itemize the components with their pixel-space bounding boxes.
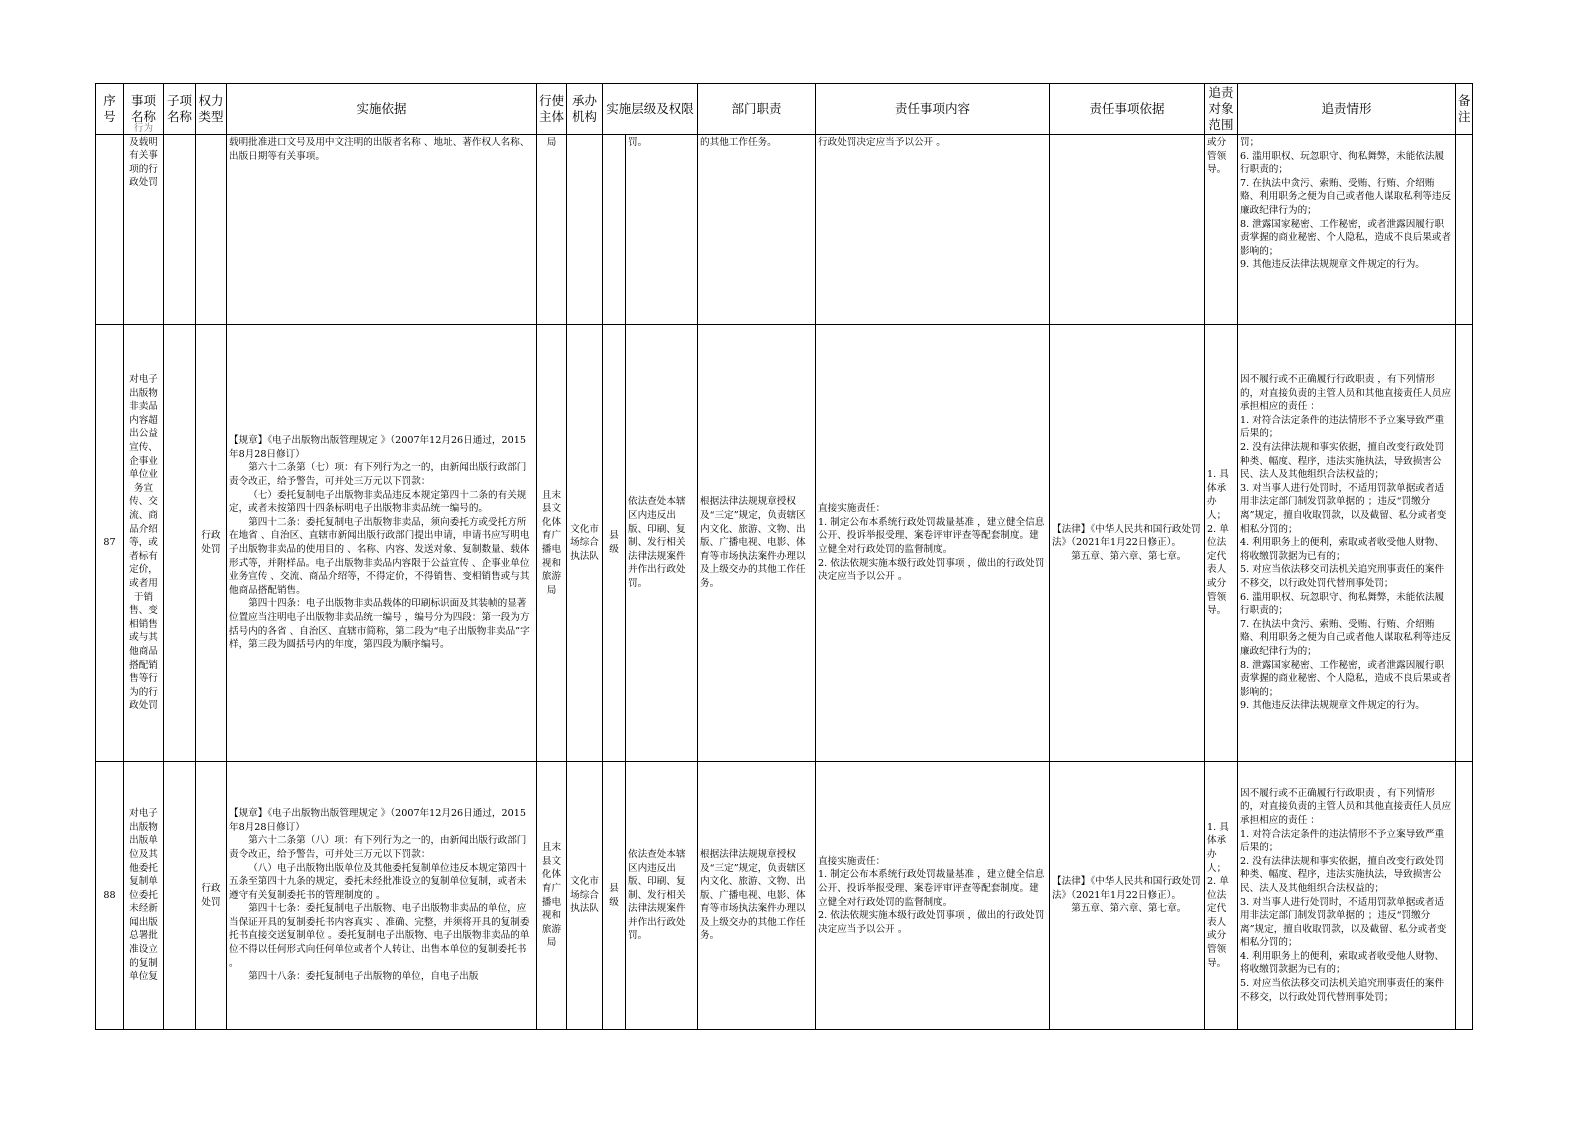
cell-tier — [603, 135, 626, 325]
col-header-type: 权力类型 — [196, 84, 227, 135]
cell-no — [96, 135, 124, 325]
cell-accountability: 罚； 6. 滥用职权、玩忽职守、徇私舞弊，未能依法履行职责的； 7. 在执法中贪污、索贿、受贿、行贿、介绍贿赂、利用职务之便为自己或者他人谋取私利等违反廉政纪律行为的； 8. 泄露国家秘密、工作秘密，或者泄露因履行职责掌握的商业秘密、个人隐私，造成不良后果或者影响的； 9. 其他违反法律法规规章文件规定的行为。 — [1238, 135, 1456, 325]
col-header-duty: 部门职责 — [698, 84, 816, 135]
cell-basis: 【规章】《电子出版物出版管理规定 》（2007年12月26日通过，2015年8月28日修订） 第六十二条第（八）项：有下列行为之一的，由新闻出版行政部门责令改正，给予警告，可并处三万元以下罚款： （八）电子出版物出版单位及其他委托复制单位违反本规定第四十五条至第四十九条的规定，委托未经批准设立的复制单位复制，或者未遵守有关复制委托书的管理制度的 。 第四十七条：委托复制电子出版物、电子出版物非卖品的单位，应当保证开具的复制委托书内容真实 、准确、完整，并须将开具的复制委托书直接交送复制单位 。委托复制电子出版物、电子出版物非卖品的单位不得以任何形式向任何单位或者个人转让、出售本单位的复制委托书 。 第四十八条：委托复制电子出版物的单位，自电子出版 — [227, 762, 537, 1030]
cell-content: 行政处罚决定应当予以公开 。 — [816, 135, 1050, 325]
cell-scope: 或分管领导。 — [1205, 135, 1238, 325]
cell-note — [1456, 325, 1473, 762]
cell-type: 行政处罚 — [196, 325, 227, 762]
col-header-law: 责任事项依据 — [1050, 84, 1205, 135]
cell-name-cut: 行为 — [133, 123, 154, 134]
table-row — [96, 762, 1473, 1030]
col-header-sub: 子项名称 — [164, 84, 196, 135]
cell-accountability: 因不履行或不正确履行行政职责 ，有下列情形的，对直接负责的主管人员和其他直接责任人员应承担相应的责任 ： 1. 对符合法定条件的违法情形不予立案导致严重后果的； 2. 没有法律法规和事实依据，擅自改变行政处罚种类、幅度、程序，违法实施执法，导致损害公民、法人及其他组织合法权益的； 3. 对当事人进行处罚时，不适用罚款单据或者适用非法定部门制发罚款单据的 ；违反“罚缴分离”规定，擅自收取罚款，以及截留、私分或者变相私分罚的； 4. 利用职务上的便利，索取或者收受他人财物、将收缴罚款据为已有的； 5. 对应当依法移交司法机关追究刑事责任的案件不移交，以行政处罚代替刑事处罚； 6. 滥用职权、玩忽职守、徇私舞弊，未能依法履行职责的； 7. 在执法中贪污、索贿、受贿、行贿、介绍贿赂、利用职务之便为自己或者他人谋取私利等违反廉政纪律行为的； 8. 泄露国家秘密、工作秘密，或者泄露因履行职责掌握的商业秘密、个人隐私，造成不良后果或者影响的； 9. 其他违反法律法规规章文件规定的行为。 — [1238, 325, 1456, 762]
cell-scope: 1. 具体承办人；2. 单位法定代表人或分管领导。 — [1205, 325, 1238, 762]
cell-duty: 的其他工作任务。 — [698, 135, 816, 325]
cell-level: 罚。 — [626, 135, 698, 325]
table-row — [96, 135, 1473, 325]
col-header-subject: 行使主体 — [537, 84, 567, 135]
cell-type — [196, 135, 227, 325]
cell-note — [1456, 762, 1473, 1030]
cell-name — [124, 123, 164, 325]
cell-no: 87 — [96, 325, 124, 762]
col-header-note: 备注 — [1456, 84, 1473, 135]
cell-law: 【法律】《中华人民共和国行政处罚法》（2021年1月22日修正）。 第五章、第六章、第七章。 — [1050, 762, 1205, 1030]
cell-agency: 文化市场综合执法队 — [567, 762, 603, 1030]
cell-name-text: 及载明有关事项的行政处罚 — [129, 136, 158, 189]
cell-law: 【法律】《中华人民共和国行政处罚法》（2021年1月22日修正）。 第五章、第六章、第七章。 — [1050, 325, 1205, 762]
col-header-no: 序号 — [96, 84, 124, 135]
cell-basis: 载明批准进口文号及用中文注明的出版者名称 、地址、著作权人名称、出版日期等有关事项。 — [227, 135, 537, 325]
responsibility-table — [95, 83, 1473, 1030]
cell-tier: 县级 — [603, 762, 626, 1030]
cell-level: 依法查处本辖区内违反出版、印刷、复制、发行相关法律法规案件并作出行政处罚。 — [626, 325, 698, 762]
cell-tier: 县级 — [603, 325, 626, 762]
cell-no: 88 — [96, 762, 124, 1030]
cell-sub — [164, 325, 196, 762]
cell-type: 行政处罚 — [196, 762, 227, 1030]
cell-subject: 局 — [537, 135, 567, 325]
col-header-accountability: 追责情形 — [1238, 84, 1456, 135]
cell-duty: 根据法律法规规章授权及“三定”规定，负责辖区内文化、旅游、文物、出版、广播电视、电影、体育等市场执法案件办理以及上级交办的其他工作任务。 — [698, 325, 816, 762]
cell-agency: 文化市场综合执法队 — [567, 325, 603, 762]
cell-name: 对电子出版物出版单位及其他委托复制单位委托未经新闻出版总署批准设立的复制单位复 — [124, 762, 164, 1030]
col-header-content: 责任事项内容 — [816, 84, 1050, 135]
cell-sub — [164, 135, 196, 325]
cell-content: 直接实施责任： 1. 制定公布本系统行政处罚裁量基准 ，建立健全信息公开、投诉举报受理、案卷评审评查等配套制度。建立健全对行政处罚的监督制度。 2. 依法依规实施本级行政处罚事项 ，做出的行政处罚决定应当予以公开 。 — [816, 762, 1050, 1030]
col-header-basis: 实施依据 — [227, 84, 537, 135]
document-sheet — [95, 83, 1472, 1028]
header-row — [96, 84, 1473, 135]
cell-sub — [164, 762, 196, 1030]
cell-name: 对电子出版物非卖品内容超出公益宣传、企事业单位业务宣传、交流、商品介绍等，或者标有定价，或者用于销售、变相销售或与其他商品搭配销售等行为的行政处罚 — [124, 325, 164, 762]
col-header-scope: 追责对象范围 — [1205, 84, 1238, 135]
cell-subject: 且末县文化体育广播电视和旅游局 — [537, 762, 567, 1030]
cell-law — [1050, 135, 1205, 325]
cell-scope: 1. 具体承办人；2. 单位法定代表人或分管领导。 — [1205, 762, 1238, 1030]
cell-content: 直接实施责任： 1. 制定公布本系统行政处罚裁量基准 ，建立健全信息公开、投诉举报受理、案卷评审评查等配套制度。建立健全对行政处罚的监督制度。 2. 依法依规实施本级行政处罚事项 ，做出的行政处罚决定应当予以公开 。 — [816, 325, 1050, 762]
cell-level: 依法查处本辖区内违反出版、印刷、复制、发行相关法律法规案件并作出行政处罚。 — [626, 762, 698, 1030]
col-header-agency: 承办机构 — [567, 84, 603, 135]
cell-accountability: 因不履行或不正确履行行政职责 ，有下列情形的，对直接负责的主管人员和其他直接责任人员应承担相应的责任 ： 1. 对符合法定条件的违法情形不予立案导致严重后果的； 2. 没有法律法规和事实依据，擅自改变行政处罚种类、幅度、程序，违法实施执法，导致损害公民、法人及其他组织合法权益的； 3. 对当事人进行处罚时，不适用罚款单据或者适用非法定部门制发罚款单据的 ；违反“罚缴分离”规定，擅自收取罚款，以及截留、私分或者变相私分罚的； 4. 利用职务上的便利，索取或者收受他人财物、将收缴罚款据为已有的； 5. 对应当依法移交司法机关追究刑事责任的案件不移交，以行政处罚代替刑事处罚； — [1238, 762, 1456, 1030]
cell-subject: 且末县文化体育广播电视和旅游局 — [537, 325, 567, 762]
cell-basis: 【规章】《电子出版物出版管理规定 》（2007年12月26日通过，2015年8月28日修订） 第六十二条第（七）项：有下列行为之一的，由新闻出版行政部门责令改正，给予警告，可并处三万元以下罚款： （七）委托复制电子出版物非卖品违反本规定第四十二条的有关规定，或者未按第四十四条标明电子出版物非卖品统一编号的。 第四十二条：委托复制电子出版物非卖品，须向委托方或受托方所在地省 、自治区、直辖市新闻出版行政部门提出申请，申请书应写明电子出版物非卖品的使用目的 、名称、内容、发送对象、复制数量、载体形式等，并附样品。电子出版物非卖品内容限于公益宣传 、企事业单位业务宣传 、交流、商品介绍等，不得定价，不得销售、变相销售或与其他商品搭配销售。 第四十四条：电子出版物非卖品载体的印刷标识面及其装帧的显著位置应当注明电子出版物非卖品统一编号 ，编号分为四段：第一段为方括号内的各省 、自治区、直辖市简称，第二段为“电子出版物非卖品”字样，第三段为圆括号内的年度，第四段为顺序编号。 — [227, 325, 537, 762]
cell-note — [1456, 135, 1473, 325]
col-header-name: 事项名称 — [124, 84, 164, 135]
col-header-level: 实施层级及权限 — [603, 84, 698, 135]
cell-agency — [567, 135, 603, 325]
table-row — [96, 325, 1473, 762]
cell-duty: 根据法律法规规章授权及“三定”规定，负责辖区内文化、旅游、文物、出版、广播电视、电影、体育等市场执法案件办理以及上级交办的其他工作任务。 — [698, 762, 816, 1030]
